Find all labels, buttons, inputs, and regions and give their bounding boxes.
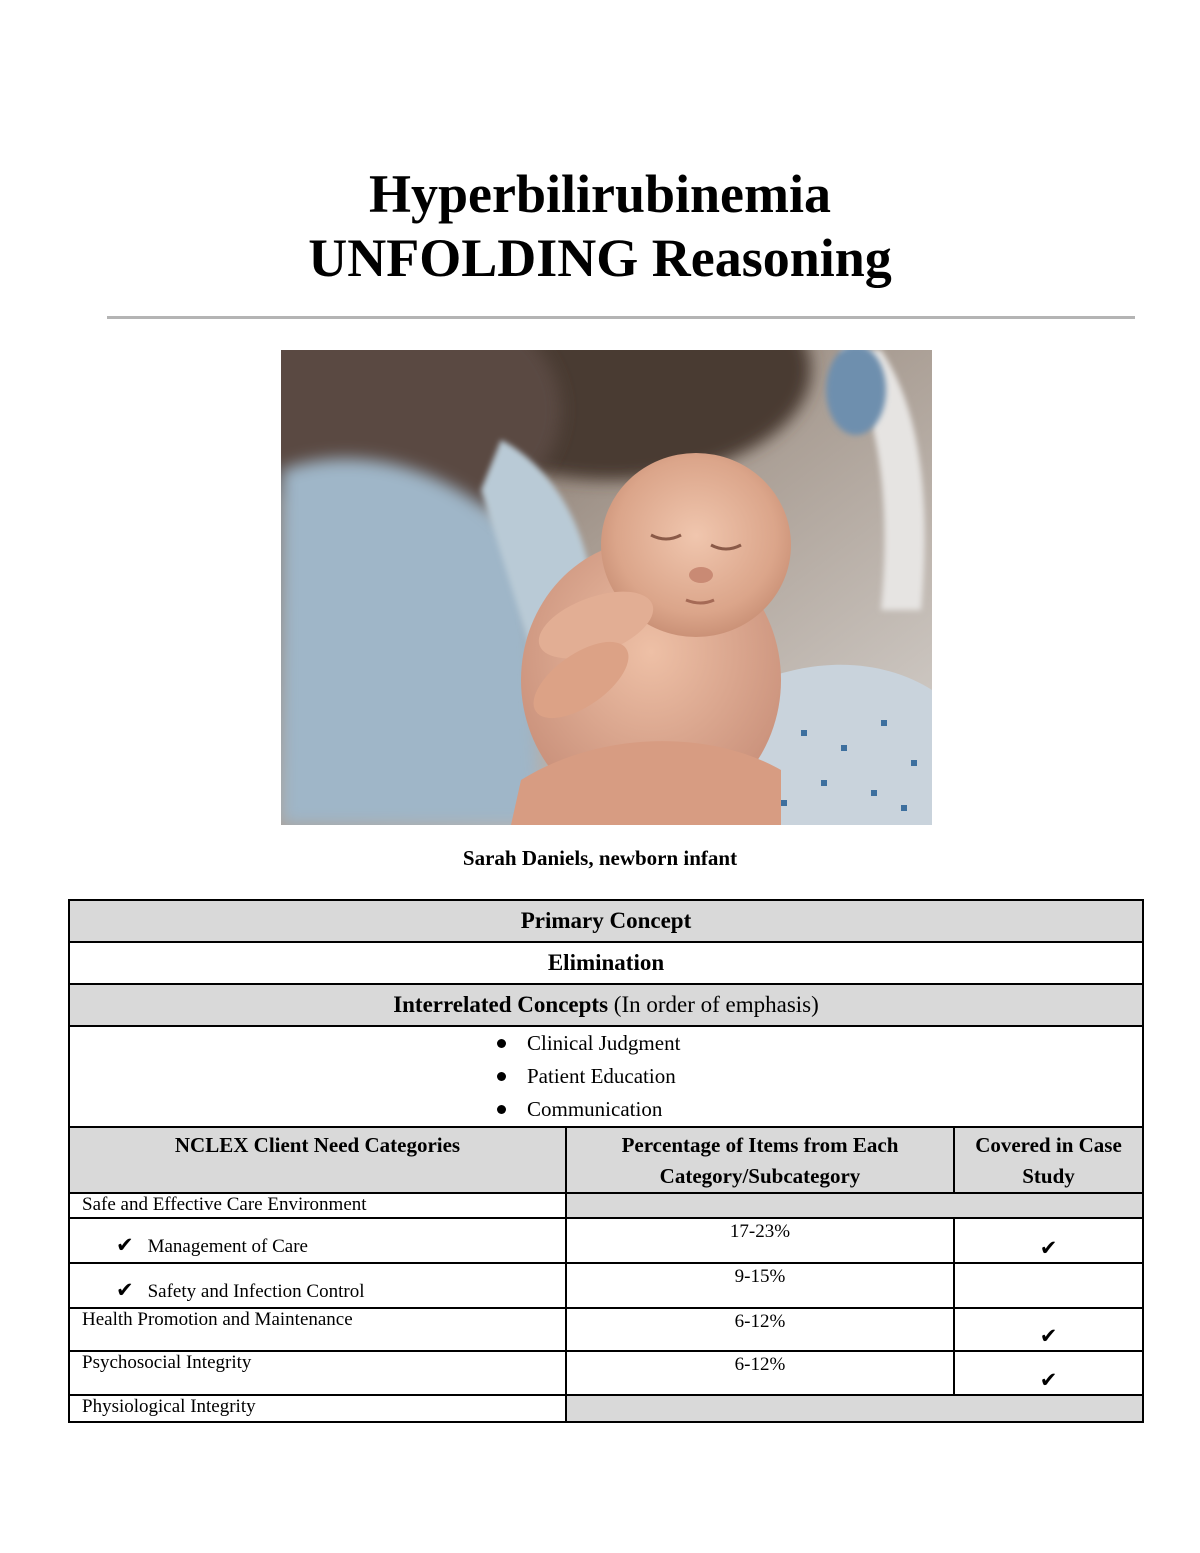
percentage-cell: 6-12% — [566, 1308, 954, 1351]
list-item: Communication — [497, 1093, 1142, 1126]
percentage-header: Percentage of Items from Each Category/Subcategory — [566, 1127, 954, 1193]
interrelated-concepts-list — [69, 1026, 1143, 1127]
title-line-1: Hyperbilirubinemia — [368, 164, 832, 224]
interrelated-concepts-heading — [69, 984, 1143, 1026]
category-row-label: Physiological Integrity — [69, 1395, 566, 1422]
subcategory-row — [69, 1263, 566, 1308]
primary-concept-heading: Primary Concept — [69, 900, 1143, 942]
category-row-label: Psychosocial Integrity — [69, 1351, 566, 1395]
covered-check-icon: ✔ — [954, 1351, 1143, 1395]
covered-check-icon: ✔ — [954, 1308, 1143, 1351]
percentage-cell: 17-23% — [566, 1218, 954, 1263]
covered-cell-empty — [954, 1263, 1143, 1308]
percentage-cell: 6-12% — [566, 1351, 954, 1395]
subcategory-row — [69, 1218, 566, 1263]
concepts-table — [68, 899, 1144, 1423]
subcategory-label: Management of Care — [147, 1236, 308, 1257]
title-divider — [107, 316, 1135, 319]
list-item: Clinical Judgment — [497, 1027, 1142, 1060]
check-icon: ✔ — [116, 1278, 134, 1302]
category-row-label: Safe and Effective Care Environment — [69, 1193, 566, 1218]
percentage-cell: 9-15% — [566, 1263, 954, 1308]
subcategory-label: Safety and Infection Control — [147, 1281, 365, 1302]
primary-concept-value: Elimination — [69, 942, 1143, 984]
title-line-2: UNFOLDING Reasoning — [308, 228, 892, 288]
category-row-blank — [566, 1395, 1143, 1422]
photo-caption: Sarah Daniels, newborn infant — [462, 846, 738, 870]
check-icon: ✔ — [116, 1233, 134, 1257]
category-row-label: Health Promotion and Maintenance — [69, 1308, 566, 1351]
nclex-categories-header: NCLEX Client Need Categories — [69, 1127, 566, 1193]
interrelated-heading-note: (In order of emphasis) — [613, 992, 819, 1017]
category-row-blank — [566, 1193, 1143, 1218]
covered-header: Covered in Case Study — [954, 1127, 1143, 1193]
newborn-photo — [281, 350, 932, 825]
interrelated-heading-label: Interrelated Concepts — [393, 992, 609, 1017]
covered-check-icon: ✔ — [954, 1218, 1143, 1263]
document-title — [0, 162, 1200, 290]
list-item: Patient Education — [497, 1060, 1142, 1093]
